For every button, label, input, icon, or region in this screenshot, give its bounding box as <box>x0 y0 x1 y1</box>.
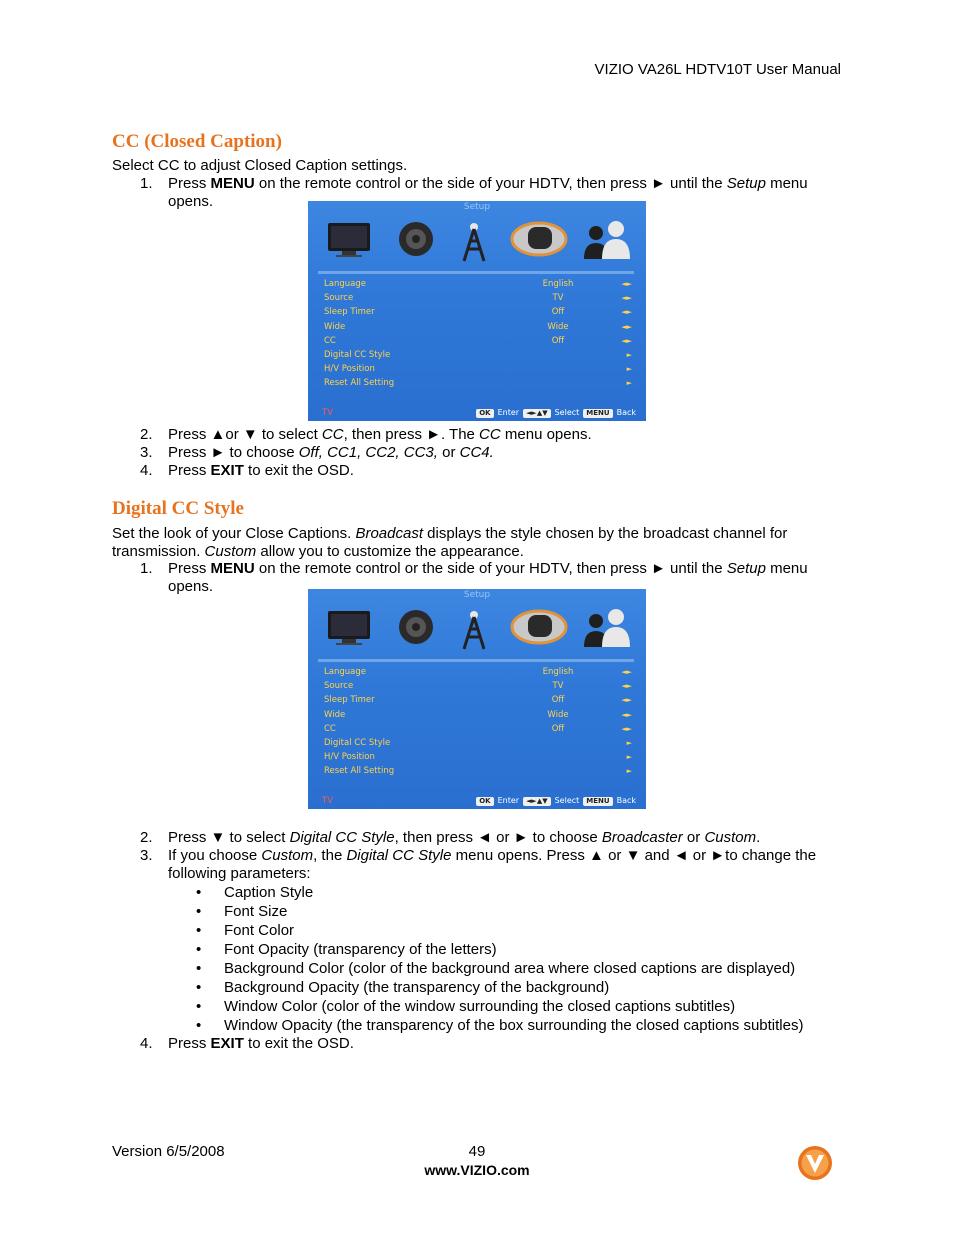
osd-row-label: Sleep Timer <box>324 695 375 706</box>
osd-row-label: Wide <box>324 709 346 720</box>
osd-menu-row <box>324 320 632 334</box>
bullet-text: Font Opacity (transparency of the letters) <box>224 941 497 958</box>
osd-row-label: Language <box>324 667 366 677</box>
list-number: 2. <box>140 426 153 443</box>
osd-row-arrow-icon: ► <box>626 351 632 359</box>
osd-separator <box>318 659 634 662</box>
osd-row-arrow-icon: ◄► <box>621 294 632 303</box>
hint-enter: Enter <box>497 796 520 805</box>
hint-back: Back <box>616 796 636 805</box>
osd-row-label: Digital CC Style <box>324 738 391 748</box>
osd-menu-row <box>324 736 632 750</box>
parental-users-icon <box>580 607 632 655</box>
arrow-keys-icon: ◄►▲▼ <box>523 409 551 418</box>
osd-menu-row <box>324 291 632 305</box>
hint-select: Select <box>554 796 580 805</box>
osd-hint-bar <box>476 796 636 806</box>
list-text: Press MENU on the remote control or the side of your HDTV, then press ► until the Setup menu opens. <box>168 175 808 210</box>
osd-row-label: CC <box>324 723 336 734</box>
osd-row-value: English <box>542 667 574 677</box>
osd-row-arrow-icon: ◄► <box>621 668 632 676</box>
osd-row-arrow-icon: ◄► <box>621 682 632 691</box>
osd-source-label: TV <box>322 796 334 806</box>
osd-menu-row <box>324 277 632 291</box>
setup-menu-screenshot <box>308 589 646 809</box>
bullet-text: Background Color (color of the background area where closed captions are displayed) <box>224 960 796 977</box>
bullet-dot: • <box>196 1017 202 1034</box>
osd-row-label: Source <box>324 293 354 304</box>
osd-row-arrow-icon: ◄► <box>621 710 632 719</box>
list-number: 1. <box>140 560 153 577</box>
osd-row-value: TV <box>552 293 564 304</box>
list-text: Press EXIT to exit the OSD. <box>168 462 354 479</box>
osd-row-label: Reset All Setting <box>324 378 395 389</box>
osd-row-arrow-icon: ◄► <box>621 322 632 331</box>
menu-key-icon: MENU <box>583 409 612 418</box>
osd-menu-row <box>324 334 632 348</box>
bullet-dot: • <box>196 998 202 1015</box>
menu-key-icon: MENU <box>583 797 612 806</box>
hint-enter: Enter <box>497 408 520 417</box>
osd-row-value: Wide <box>547 709 569 720</box>
osd-row-value: Off <box>551 307 565 318</box>
osd-menu-row <box>324 362 632 376</box>
bullet-text: Caption Style <box>224 884 314 901</box>
parental-users-icon <box>580 219 632 267</box>
osd-menu-row <box>324 376 632 390</box>
bullet-dot: • <box>196 941 202 958</box>
osd-row-label: H/V Position <box>324 364 375 375</box>
osd-menu-row <box>324 764 632 778</box>
osd-row-label: Reset All Setting <box>324 766 395 777</box>
osd-source-label: TV <box>322 408 334 418</box>
setup-menu-screenshot <box>308 201 646 421</box>
osd-row-arrow-icon: ► <box>626 767 632 776</box>
osd-menu-row <box>324 305 632 319</box>
list-text: Press MENU on the remote control or the side of your HDTV, then press ► until the Setup menu opens. <box>168 560 808 595</box>
osd-separator <box>318 271 634 274</box>
osd-row-label: Wide <box>324 321 346 332</box>
list-number: 3. <box>140 444 153 461</box>
osd-row-value: Off <box>551 695 565 706</box>
osd-row-label: Sleep Timer <box>324 307 375 318</box>
osd-row-arrow-icon: ◄► <box>621 280 632 288</box>
osd-row-arrow-icon: ► <box>626 739 632 747</box>
tv-picture-icon <box>326 607 372 651</box>
bullet-dot: • <box>196 979 202 996</box>
bullet-dot: • <box>196 922 202 939</box>
setup-remote-icon <box>510 607 568 651</box>
hint-back: Back <box>616 408 636 417</box>
list-text: Press ▼ to select Digital CC Style, then press ◄ or ► to choose Broadcaster or Custom. <box>168 829 761 846</box>
osd-row-label: Digital CC Style <box>324 350 391 360</box>
osd-row-arrow-icon: ◄► <box>621 308 632 317</box>
osd-row-label: Source <box>324 681 354 692</box>
osd-icon-bar <box>308 215 646 271</box>
osd-menu-row <box>324 750 632 764</box>
osd-row-value: English <box>542 279 574 289</box>
osd-row-label: CC <box>324 335 336 346</box>
footer-website: www.VIZIO.com <box>424 1162 530 1178</box>
section-heading-cc: CC (Closed Caption) <box>112 131 282 152</box>
osd-row-arrow-icon: ◄► <box>621 336 632 345</box>
list-text: Press EXIT to exit the OSD. <box>168 1035 354 1052</box>
osd-row-arrow-icon: ◄► <box>621 696 632 705</box>
osd-row-value: Wide <box>547 321 569 332</box>
bullet-dot: • <box>196 960 202 977</box>
page-number: 49 <box>468 1143 486 1160</box>
arrow-keys-icon: ◄►▲▼ <box>523 797 551 806</box>
section-intro-cc: Select CC to adjust Closed Caption settings. <box>112 157 408 174</box>
list-number: 4. <box>140 1035 153 1052</box>
audio-speaker-icon <box>396 607 436 651</box>
antenna-tower-icon <box>458 607 490 655</box>
osd-row-arrow-icon: ► <box>626 379 632 388</box>
osd-row-arrow-icon: ► <box>626 753 632 762</box>
osd-menu-row <box>324 665 632 679</box>
bullet-text: Background Opacity (the transparency of the background) <box>224 979 610 996</box>
list-text: If you choose Custom, the Digital CC Style menu opens. Press ▲ or ▼ and ◄ or ►to change the following parameters: <box>168 847 817 882</box>
bullet-text: Font Color <box>224 922 295 939</box>
section-intro-digital-cc: Set the look of your Close Captions. Broadcast displays the style chosen by the broadcast channel for transmission. Custom allow you to customize the appearance. <box>112 525 788 560</box>
section-heading-digital-cc: Digital CC Style <box>112 498 244 519</box>
osd-menu-row <box>324 722 632 736</box>
osd-row-label: Language <box>324 279 366 289</box>
list-number: 3. <box>140 847 153 864</box>
bullet-dot: • <box>196 884 202 901</box>
osd-menu-row <box>324 708 632 722</box>
osd-menu-row <box>324 348 632 362</box>
list-number: 2. <box>140 829 153 846</box>
tv-picture-icon <box>326 219 372 263</box>
list-number: 1. <box>140 175 153 192</box>
bullet-text: Font Size <box>224 903 288 920</box>
osd-row-label: H/V Position <box>324 752 375 763</box>
footer-version: Version 6/5/2008 <box>112 1143 225 1160</box>
osd-row-value: Off <box>551 723 565 734</box>
osd-row-value: TV <box>552 681 564 692</box>
header-title: VIZIO VA26L HDTV10T User Manual <box>594 61 841 78</box>
audio-speaker-icon <box>396 219 436 263</box>
bullet-text: Window Color (color of the window surrounding the closed captions subtitles) <box>224 998 736 1015</box>
list-number: 4. <box>140 462 153 479</box>
list-text: Press ▲or ▼ to select CC, then press ►. The CC menu opens. <box>168 426 592 443</box>
bullet-dot: • <box>196 903 202 920</box>
osd-row-arrow-icon: ◄► <box>621 724 632 733</box>
osd-menu-row <box>324 679 632 693</box>
osd-row-value: Off <box>551 335 565 346</box>
list-text: Press ► to choose Off, CC1, CC2, CC3, or CC4. <box>168 444 494 461</box>
osd-title: Setup <box>463 590 491 600</box>
ok-key-icon: OK <box>476 409 493 418</box>
osd-row-arrow-icon: ► <box>626 365 632 374</box>
antenna-tower-icon <box>458 219 490 267</box>
osd-menu-row <box>324 693 632 707</box>
ok-key-icon: OK <box>476 797 493 806</box>
hint-select: Select <box>554 408 580 417</box>
bullet-text: Window Opacity (the transparency of the box surrounding the closed captions subtitles) <box>224 1017 804 1034</box>
setup-remote-icon <box>510 219 568 263</box>
vizio-v-logo-icon <box>797 1145 833 1181</box>
osd-icon-bar <box>308 603 646 659</box>
osd-hint-bar <box>476 408 636 418</box>
osd-title: Setup <box>463 202 491 212</box>
